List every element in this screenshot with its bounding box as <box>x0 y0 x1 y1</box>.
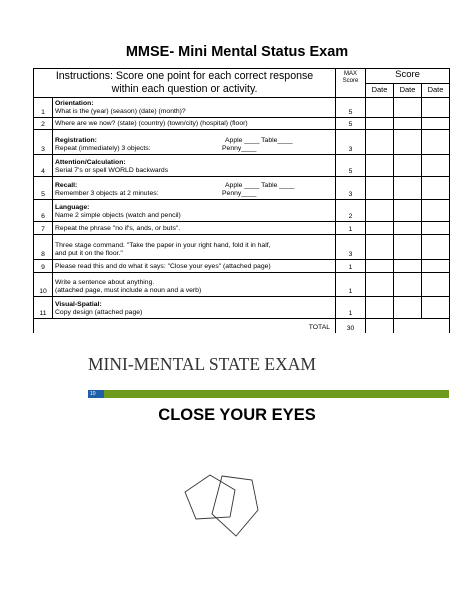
item-objects: Apple ____ Table ____ <box>225 182 295 189</box>
item-heading: Visual-Spatial: <box>55 301 102 308</box>
table-row <box>34 200 450 222</box>
item-question <box>53 260 336 273</box>
item-max: 1 <box>336 273 366 297</box>
table-row <box>34 118 450 130</box>
item-question <box>53 130 336 155</box>
instructions-line1: Instructions: Score one point for each correct response <box>55 70 314 82</box>
date-header: Date <box>422 83 450 98</box>
score-header: Score <box>366 69 450 84</box>
score-cell[interactable] <box>422 98 450 118</box>
pentagon-right <box>212 476 258 536</box>
item-max: 3 <box>336 235 366 260</box>
score-cell[interactable] <box>366 200 394 222</box>
item-number: 4 <box>34 155 53 177</box>
date-header: Date <box>366 83 394 98</box>
item-text: Copy design (attached page) <box>55 309 143 316</box>
accent-bar <box>104 390 449 398</box>
table-row <box>34 297 450 319</box>
table-row <box>34 260 450 273</box>
item-text: Serial 7's or spell WORLD backwards <box>55 167 169 174</box>
date-header: Date <box>394 83 422 98</box>
score-cell[interactable] <box>394 98 422 118</box>
item-number: 10 <box>34 273 53 297</box>
item-heading: Attention/Calculation: <box>55 159 126 166</box>
mmse-table <box>33 68 450 333</box>
instructions-line2: within each question or activity. <box>111 83 258 95</box>
item-max: 1 <box>336 222 366 235</box>
item-number: 8 <box>34 235 53 260</box>
item-number: 3 <box>34 130 53 155</box>
item-heading: Language: <box>55 204 90 211</box>
score-cell[interactable] <box>422 155 450 177</box>
score-cell[interactable] <box>366 260 394 273</box>
item-text: Write a sentence about anything. <box>55 279 155 286</box>
score-cell[interactable] <box>422 222 450 235</box>
score-cell[interactable] <box>394 155 422 177</box>
max-score-header <box>336 69 366 98</box>
item-question <box>53 273 336 297</box>
total-max: 30 <box>336 319 366 333</box>
item-max: 5 <box>336 118 366 130</box>
item-text: Where are we now? (state) (country) (town/city) (hospital) (floor) <box>55 120 248 127</box>
score-cell[interactable] <box>366 155 394 177</box>
score-cell[interactable] <box>394 260 422 273</box>
item-question <box>53 222 336 235</box>
item-text: Repeat (immediately) 3 objects: <box>55 145 151 152</box>
instructions-cell <box>34 69 336 98</box>
page-number-bar: 10 <box>88 390 104 398</box>
score-cell[interactable] <box>394 273 422 297</box>
item-max: 1 <box>336 260 366 273</box>
item-number: 9 <box>34 260 53 273</box>
item-text: Three stage command. "Take the paper in your right hand, fold it in half, <box>55 242 271 249</box>
exam-title: MINI-MENTAL STATE EXAM <box>88 354 316 374</box>
score-cell[interactable] <box>366 273 394 297</box>
total-spacer <box>34 319 53 333</box>
item-question <box>53 200 336 222</box>
item-question <box>53 177 336 200</box>
score-cell[interactable] <box>366 118 394 130</box>
item-text: Remember 3 objects at 2 minutes: <box>55 190 159 197</box>
score-cell[interactable] <box>422 177 450 200</box>
table-row <box>34 98 450 118</box>
item-number: 5 <box>34 177 53 200</box>
total-label: TOTAL <box>53 319 336 333</box>
item-objects: Apple ____ Table____ <box>225 137 293 144</box>
score-cell[interactable] <box>366 98 394 118</box>
table-row <box>34 235 450 260</box>
score-cell[interactable] <box>394 297 422 319</box>
item-number: 11 <box>34 297 53 319</box>
score-cell[interactable] <box>366 235 394 260</box>
item-question <box>53 155 336 177</box>
item-max: 5 <box>336 155 366 177</box>
score-cell[interactable] <box>422 118 450 130</box>
score-cell[interactable] <box>366 177 394 200</box>
score-cell[interactable] <box>422 200 450 222</box>
item-number: 2 <box>34 118 53 130</box>
score-cell[interactable] <box>394 200 422 222</box>
max-label: MAX <box>344 71 358 77</box>
item-text: and put it on the floor." <box>55 250 123 257</box>
item-text: What is the (year) (season) (date) (month)? <box>55 108 186 115</box>
score-cell[interactable] <box>422 130 450 155</box>
item-text: Name 2 simple objects (watch and pencil) <box>55 212 181 219</box>
item-objects: Penny____ <box>222 145 257 152</box>
item-heading: Orientation: <box>55 100 94 107</box>
document-title: MMSE- Mini Mental Status Exam <box>125 44 349 60</box>
item-text: Repeat the phrase "no if's, ands, or buts". <box>55 225 181 232</box>
close-your-eyes-text: CLOSE YOUR EYES <box>158 406 316 424</box>
score-cell[interactable] <box>422 297 450 319</box>
blank-cell <box>394 319 422 333</box>
intersecting-pentagons-figure <box>180 470 300 570</box>
item-number: 1 <box>34 98 53 118</box>
item-question <box>53 118 336 130</box>
item-max: 3 <box>336 177 366 200</box>
table-row <box>34 130 450 155</box>
item-question <box>53 297 336 319</box>
item-number: 6 <box>34 200 53 222</box>
total-score-cell[interactable] <box>366 319 394 333</box>
table-row <box>34 155 450 177</box>
table-row <box>34 222 450 235</box>
score-cell[interactable] <box>422 235 450 260</box>
item-heading: Recall: <box>55 182 78 189</box>
score-cell[interactable] <box>366 297 394 319</box>
score-cell[interactable] <box>422 273 450 297</box>
item-text: Please read this and do what it says: "Close your eyes" (attached page) <box>55 263 271 270</box>
table-row <box>34 177 450 200</box>
score-cell[interactable] <box>394 235 422 260</box>
item-text: (attached page, must include a noun and a verb) <box>55 287 202 294</box>
score-cell[interactable] <box>394 118 422 130</box>
score-cell[interactable] <box>366 130 394 155</box>
score-cell[interactable] <box>394 130 422 155</box>
score-cell[interactable] <box>422 260 450 273</box>
blank-cell <box>422 319 450 333</box>
item-max: 1 <box>336 297 366 319</box>
score-label: Score <box>342 78 359 84</box>
item-heading: Registration: <box>55 137 97 144</box>
item-max: 5 <box>336 98 366 118</box>
item-question <box>53 98 336 118</box>
score-cell[interactable] <box>394 177 422 200</box>
score-cell[interactable] <box>366 222 394 235</box>
pentagon-left <box>185 475 235 519</box>
item-number: 7 <box>34 222 53 235</box>
table-row <box>34 273 450 297</box>
item-max: 3 <box>336 130 366 155</box>
total-row <box>34 319 450 333</box>
item-question <box>53 235 336 260</box>
header-row <box>34 69 450 84</box>
item-objects: Penny____ <box>222 190 257 197</box>
item-max: 2 <box>336 200 366 222</box>
score-cell[interactable] <box>394 222 422 235</box>
